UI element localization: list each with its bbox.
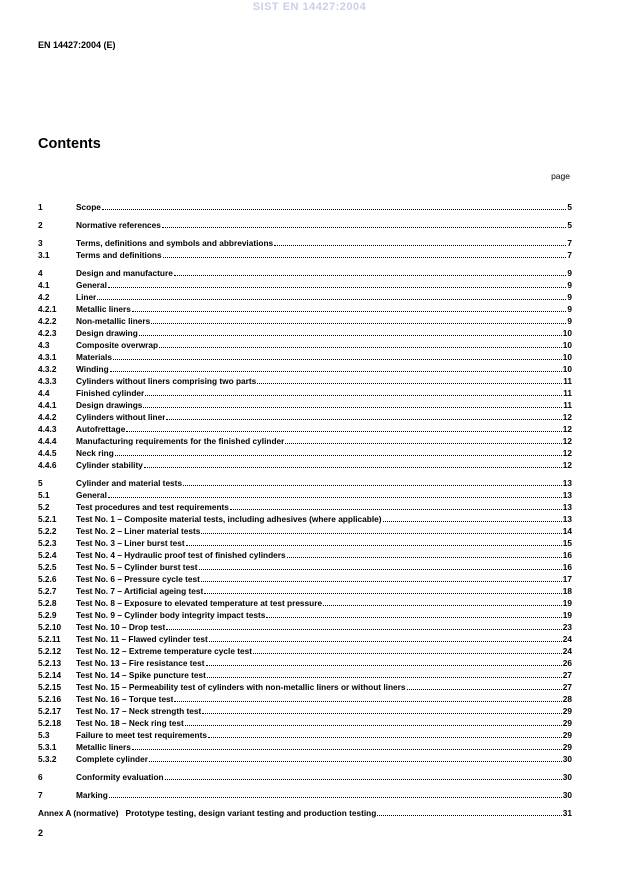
- toc-entry[interactable]: [38, 537, 572, 549]
- toc-entry-number: 4.1: [38, 280, 50, 290]
- toc-entry-title: Finished cylinder: [76, 388, 145, 398]
- dot-leader: [165, 771, 562, 780]
- toc-entry-title: Test No. 5 – Cylinder burst test: [76, 562, 198, 572]
- toc-entry[interactable]: [38, 549, 572, 561]
- toc-entry-title: Design and manufacture: [76, 268, 173, 278]
- toc-entry-title: Test No. 6 – Pressure cycle test: [76, 574, 200, 584]
- toc-entry-title: Marking: [76, 790, 108, 800]
- toc-entry-number: 5.2.9: [38, 610, 57, 620]
- toc-entry-title: Scope: [76, 202, 101, 212]
- toc-entry-number: 5.2: [38, 502, 50, 512]
- toc-entry-title: Metallic liners: [76, 742, 131, 752]
- toc-entry[interactable]: [38, 363, 572, 375]
- dot-leader: [113, 351, 562, 360]
- annex-label: Annex A (normative): [38, 808, 119, 818]
- toc-entry-title: Test No. 16 – Torque test: [76, 694, 174, 704]
- dot-leader: [285, 435, 561, 444]
- toc-entry-title: Test No. 12 – Extreme temperature cycle test: [76, 646, 253, 656]
- dot-leader: [266, 609, 561, 618]
- toc-entry-number: 5.3: [38, 730, 50, 740]
- toc-entry-number: 5.2.10: [38, 622, 62, 632]
- dot-leader: [151, 315, 566, 324]
- toc-entry-page: 5: [567, 202, 572, 212]
- toc-entry-title: Liner: [76, 292, 97, 302]
- toc-entry-page: 9: [567, 304, 572, 314]
- toc-entry[interactable]: [38, 705, 572, 717]
- toc-entry[interactable]: [38, 771, 572, 783]
- toc-entry[interactable]: [38, 423, 572, 435]
- toc-entry-title: Test procedures and test requirements: [76, 502, 229, 512]
- toc-entry-title: Test No. 14 – Spike puncture test: [76, 670, 206, 680]
- toc-entry-page: 24: [562, 634, 572, 644]
- dot-leader: [144, 459, 562, 468]
- toc-entry-page: 24: [562, 646, 572, 656]
- toc-entry-page: 5: [567, 220, 572, 230]
- toc-entry-page: 19: [562, 598, 572, 608]
- toc-entry[interactable]: [38, 525, 572, 537]
- toc-entry-title: Neck ring: [76, 448, 114, 458]
- toc-entry-title: Test No. 3 – Liner burst test: [76, 538, 185, 548]
- toc-entry[interactable]: [38, 741, 572, 753]
- toc-entry-title: Autofrettage: [76, 424, 126, 434]
- toc-entry[interactable]: [38, 291, 572, 303]
- contents-heading: Contents: [38, 136, 101, 152]
- toc-entry-number: 5.2.18: [38, 718, 62, 728]
- toc-entry[interactable]: [38, 717, 572, 729]
- toc-entry-title: Test No. 11 – Flawed cylinder test: [76, 634, 208, 644]
- toc-entry-title: Terms, definitions and symbols and abbreviations: [76, 238, 274, 248]
- toc-entry-page: 12: [562, 436, 572, 446]
- toc-entry-number: 4.4.1: [38, 400, 57, 410]
- toc-entry-page: 12: [562, 460, 572, 470]
- toc-entry-number: 5.2.13: [38, 658, 62, 668]
- toc-entry[interactable]: [38, 753, 572, 765]
- toc-entry-number: 5: [38, 478, 43, 488]
- toc-entry-title: Test No. 8 – Exposure to elevated temperature at test pressure: [76, 598, 323, 608]
- toc-entry-title: Test No. 1 – Composite material tests, including adhesives (where applicable): [76, 514, 382, 524]
- toc-entry-title: Conformity evaluation: [76, 772, 164, 782]
- dot-leader: [110, 363, 562, 372]
- toc-entry-title: Test No. 17 – Neck strength test: [76, 706, 202, 716]
- toc-entry-page: 10: [562, 328, 572, 338]
- page-number: 2: [38, 828, 44, 838]
- dot-leader: [257, 375, 562, 384]
- toc-entry-page: 7: [567, 250, 572, 260]
- toc-entry-title: Test No. 13 – Fire resistance test: [76, 658, 205, 668]
- dot-leader: [274, 237, 566, 246]
- toc-entry-page: 11: [563, 376, 572, 386]
- toc-entry-page: 10: [562, 364, 572, 374]
- toc-entry-number: 4.3.2: [38, 364, 57, 374]
- toc-entry-title: Winding: [76, 364, 109, 374]
- dot-leader: [108, 279, 566, 288]
- toc-entry-page: 12: [562, 424, 572, 434]
- toc-entry-title: Manufacturing requirements for the finished cylinder: [76, 436, 285, 446]
- toc-entry-page: 30: [562, 772, 572, 782]
- toc-entry-number: 4.4.2: [38, 412, 57, 422]
- toc-entry[interactable]: [38, 585, 572, 597]
- toc-entry-title: Design drawings: [76, 400, 143, 410]
- toc-entry-page: 16: [562, 562, 572, 572]
- toc-entry[interactable]: [38, 267, 572, 279]
- toc-entry[interactable]: [38, 477, 572, 489]
- toc-entry[interactable]: [38, 279, 572, 291]
- toc-entry-page: 30: [562, 754, 572, 764]
- toc-entry[interactable]: [38, 375, 572, 387]
- toc-entry-page: 19: [562, 610, 572, 620]
- toc-entry-number: 4.4: [38, 388, 50, 398]
- dot-leader: [97, 291, 566, 300]
- toc-entry[interactable]: [38, 327, 572, 339]
- toc-entry-page: 30: [562, 790, 572, 800]
- toc-entry-number: 4.3.1: [38, 352, 57, 362]
- dot-leader: [253, 645, 562, 654]
- toc-entry-number: 4.2: [38, 292, 50, 302]
- dot-leader: [185, 717, 562, 726]
- toc-entry[interactable]: [38, 561, 572, 573]
- toc-entry-number: 5.3.2: [38, 754, 57, 764]
- toc-entry-page: 26: [562, 658, 572, 668]
- toc-entry-title: Test No. 7 – Artificial ageing test: [76, 586, 204, 596]
- toc-entry-page: 9: [567, 268, 572, 278]
- annex-title: Prototype testing, design variant testing and production testing: [125, 808, 377, 818]
- dot-leader: [201, 525, 561, 534]
- toc-entry[interactable]: [38, 669, 572, 681]
- toc-entry-number: 4.4.4: [38, 436, 57, 446]
- toc-entry-number: 5.2.11: [38, 634, 61, 644]
- toc-entry[interactable]: [38, 303, 572, 315]
- toc-entry-number: 5.2.14: [38, 670, 62, 680]
- toc-entry-title: General: [76, 280, 107, 290]
- toc-entry[interactable]: [38, 447, 572, 459]
- dot-leader: [115, 447, 562, 456]
- dot-leader: [383, 513, 562, 522]
- toc-entry[interactable]: [38, 435, 572, 447]
- toc-entry[interactable]: [38, 411, 572, 423]
- dot-leader: [206, 657, 562, 666]
- toc-entry-title: Test No. 15 – Permeability test of cylinders with non-metallic liners or without liners: [76, 682, 406, 692]
- toc-entry-page: 15: [562, 538, 572, 548]
- toc-entry[interactable]: [38, 633, 572, 645]
- toc-entry-number: 5.2.8: [38, 598, 57, 608]
- dot-leader: [202, 705, 562, 714]
- toc-entry-page: 13: [562, 478, 572, 488]
- toc-entry-number: 4.3.3: [38, 376, 57, 386]
- toc-entry[interactable]: [38, 339, 572, 351]
- toc-entry-page: 14: [562, 526, 572, 536]
- toc-entry-page: 12: [562, 412, 572, 422]
- dot-leader: [208, 729, 562, 738]
- toc-entry-page: 12: [562, 448, 572, 458]
- annex-page: 31: [562, 808, 572, 818]
- toc-entry-number: 4.2.3: [38, 328, 57, 338]
- dot-leader: [102, 201, 566, 210]
- toc-entry-title: Cylinder and material tests: [76, 478, 183, 488]
- toc-entry-number: 5.2.17: [38, 706, 62, 716]
- toc-entry[interactable]: [38, 315, 572, 327]
- toc-entry[interactable]: [38, 597, 572, 609]
- toc-entry-title: Materials: [76, 352, 112, 362]
- dot-leader: [204, 585, 562, 594]
- dot-leader: [199, 561, 562, 570]
- toc-entry[interactable]: [38, 513, 572, 525]
- toc-entry[interactable]: [38, 681, 572, 693]
- dot-leader: [174, 267, 567, 276]
- page-column-label: page: [551, 171, 570, 181]
- toc-entry[interactable]: [38, 501, 572, 513]
- toc-entry-page: 10: [562, 340, 572, 350]
- toc-entry-page: 17: [562, 574, 572, 584]
- toc-entry-page: 29: [562, 718, 572, 728]
- toc-entry-page: 9: [567, 292, 572, 302]
- watermark: SIST EN 14427:2004: [252, 1, 367, 13]
- toc-entry-number: 5.2.1: [38, 514, 57, 524]
- toc-entry-number: 3: [38, 238, 43, 248]
- toc-entry-number: 5.2.16: [38, 694, 62, 704]
- toc-entry-number: 4.4.5: [38, 448, 57, 458]
- toc-entry-number: 5.2.3: [38, 538, 57, 548]
- toc-entry-number: 5.2.4: [38, 550, 57, 560]
- dot-leader: [149, 753, 562, 762]
- toc-entry[interactable]: [38, 489, 572, 501]
- dot-leader: [143, 399, 562, 408]
- dot-leader: [126, 423, 561, 432]
- toc-entry-page: 11: [563, 388, 572, 398]
- dot-leader: [186, 537, 562, 546]
- toc-entry-title: Cylinder stability: [76, 460, 143, 470]
- dot-leader: [109, 789, 562, 798]
- toc-entry[interactable]: [38, 351, 572, 363]
- toc-entry-title: Test No. 4 – Hydraulic proof test of finished cylinders: [76, 550, 286, 560]
- toc-entry-page: 28: [562, 694, 572, 704]
- dot-leader: [163, 249, 567, 258]
- toc-entry[interactable]: [38, 609, 572, 621]
- toc-entry-page: 29: [562, 742, 572, 752]
- toc-entry-title: Complete cylinder: [76, 754, 148, 764]
- toc-entry[interactable]: [38, 789, 572, 801]
- dot-leader: [209, 633, 562, 642]
- toc-entry-page: 29: [562, 706, 572, 716]
- toc-entry-page: 27: [562, 682, 572, 692]
- toc-entry-number: 4.2.1: [38, 304, 57, 314]
- toc-entry-title: Metallic liners: [76, 304, 131, 314]
- dot-leader: [201, 573, 562, 582]
- toc-entry-page: 13: [562, 502, 572, 512]
- toc-annex-entry[interactable]: [38, 807, 572, 819]
- toc-entry-number: 4: [38, 268, 43, 278]
- toc-entry-number: 5.1: [38, 490, 50, 500]
- toc-entry[interactable]: [38, 399, 572, 411]
- toc-entry-title: Normative references: [76, 220, 161, 230]
- toc-entry-title: General: [76, 490, 107, 500]
- toc-entry-title: Composite overwrap: [76, 340, 159, 350]
- dot-leader: [287, 549, 562, 558]
- toc-entry-page: 27: [562, 670, 572, 680]
- toc-entry-page: 18: [562, 586, 572, 596]
- toc-entry-number: 5.2.15: [38, 682, 62, 692]
- toc-entry-number: 5.3.1: [38, 742, 57, 752]
- toc-entry-number: 6: [38, 772, 43, 782]
- dot-leader: [166, 621, 561, 630]
- dot-leader: [139, 327, 562, 336]
- toc-entry-page: 13: [562, 514, 572, 524]
- toc-entry-page: 9: [567, 280, 572, 290]
- toc-entry[interactable]: [38, 657, 572, 669]
- toc-entry-title: Test No. 10 – Drop test: [76, 622, 166, 632]
- dot-leader: [132, 303, 567, 312]
- toc-entry[interactable]: [38, 249, 572, 261]
- dot-leader: [377, 807, 561, 816]
- toc-entry-page: 29: [562, 730, 572, 740]
- dot-leader: [207, 669, 562, 678]
- toc-entry-title: Cylinders without liners comprising two parts: [76, 376, 257, 386]
- toc-entry-title: Terms and definitions: [76, 250, 162, 260]
- toc-entry[interactable]: [38, 621, 572, 633]
- dot-leader: [166, 411, 561, 420]
- toc-entry-number: 5.2.7: [38, 586, 57, 596]
- toc-entry-number: 5.2.2: [38, 526, 57, 536]
- toc-entry-page: 10: [562, 352, 572, 362]
- toc-entry-page: 23: [562, 622, 572, 632]
- toc-entry[interactable]: [38, 459, 572, 471]
- toc-entry-title: Cylinders without liner: [76, 412, 166, 422]
- toc-entry-number: 7: [38, 790, 43, 800]
- toc-entry-number: 4.4.6: [38, 460, 57, 470]
- toc-entry[interactable]: [38, 573, 572, 585]
- toc-entry-number: 5.2.6: [38, 574, 57, 584]
- document-id: EN 14427:2004 (E): [38, 40, 116, 50]
- toc-entry-number: 5.2.5: [38, 562, 57, 572]
- toc-entry-title: Test No. 9 – Cylinder body integrity impact tests: [76, 610, 266, 620]
- toc-entry[interactable]: [38, 219, 572, 231]
- dot-leader: [132, 741, 562, 750]
- toc-entry-number: 4.2.2: [38, 316, 57, 326]
- toc-entry-page: 11: [563, 400, 572, 410]
- dot-leader: [183, 477, 562, 486]
- dot-leader: [145, 387, 562, 396]
- toc-entry-page: 13: [562, 490, 572, 500]
- toc-entry-number: 4.4.3: [38, 424, 57, 434]
- toc-entry-number: 2: [38, 220, 43, 230]
- dot-leader: [108, 489, 562, 498]
- toc-entry[interactable]: [38, 387, 572, 399]
- toc-entry-title: Non-metallic liners: [76, 316, 151, 326]
- dot-leader: [407, 681, 562, 690]
- toc-entry[interactable]: [38, 201, 572, 213]
- toc-entry[interactable]: [38, 645, 572, 657]
- toc-entry-page: 9: [567, 316, 572, 326]
- toc-entry-page: 7: [567, 238, 572, 248]
- toc-entry-title: Test No. 18 – Neck ring test: [76, 718, 184, 728]
- toc-entry-title: Failure to meet test requirements: [76, 730, 207, 740]
- toc-entry[interactable]: [38, 693, 572, 705]
- toc-entry-title: Test No. 2 – Liner material tests: [76, 526, 201, 536]
- dot-leader: [162, 219, 567, 228]
- toc-entry-number: 5.2.12: [38, 646, 62, 656]
- toc-entry-number: 4.3: [38, 340, 50, 350]
- toc-entry-title: Design drawing: [76, 328, 138, 338]
- dot-leader: [159, 339, 562, 348]
- dot-leader: [230, 501, 562, 510]
- dot-leader: [174, 693, 561, 702]
- dot-leader: [323, 597, 562, 606]
- toc-entry-number: 1: [38, 202, 43, 212]
- toc-entry-number: 3.1: [38, 250, 50, 260]
- toc-entry-page: 16: [562, 550, 572, 560]
- toc-entry[interactable]: [38, 729, 572, 741]
- toc-entry[interactable]: [38, 237, 572, 249]
